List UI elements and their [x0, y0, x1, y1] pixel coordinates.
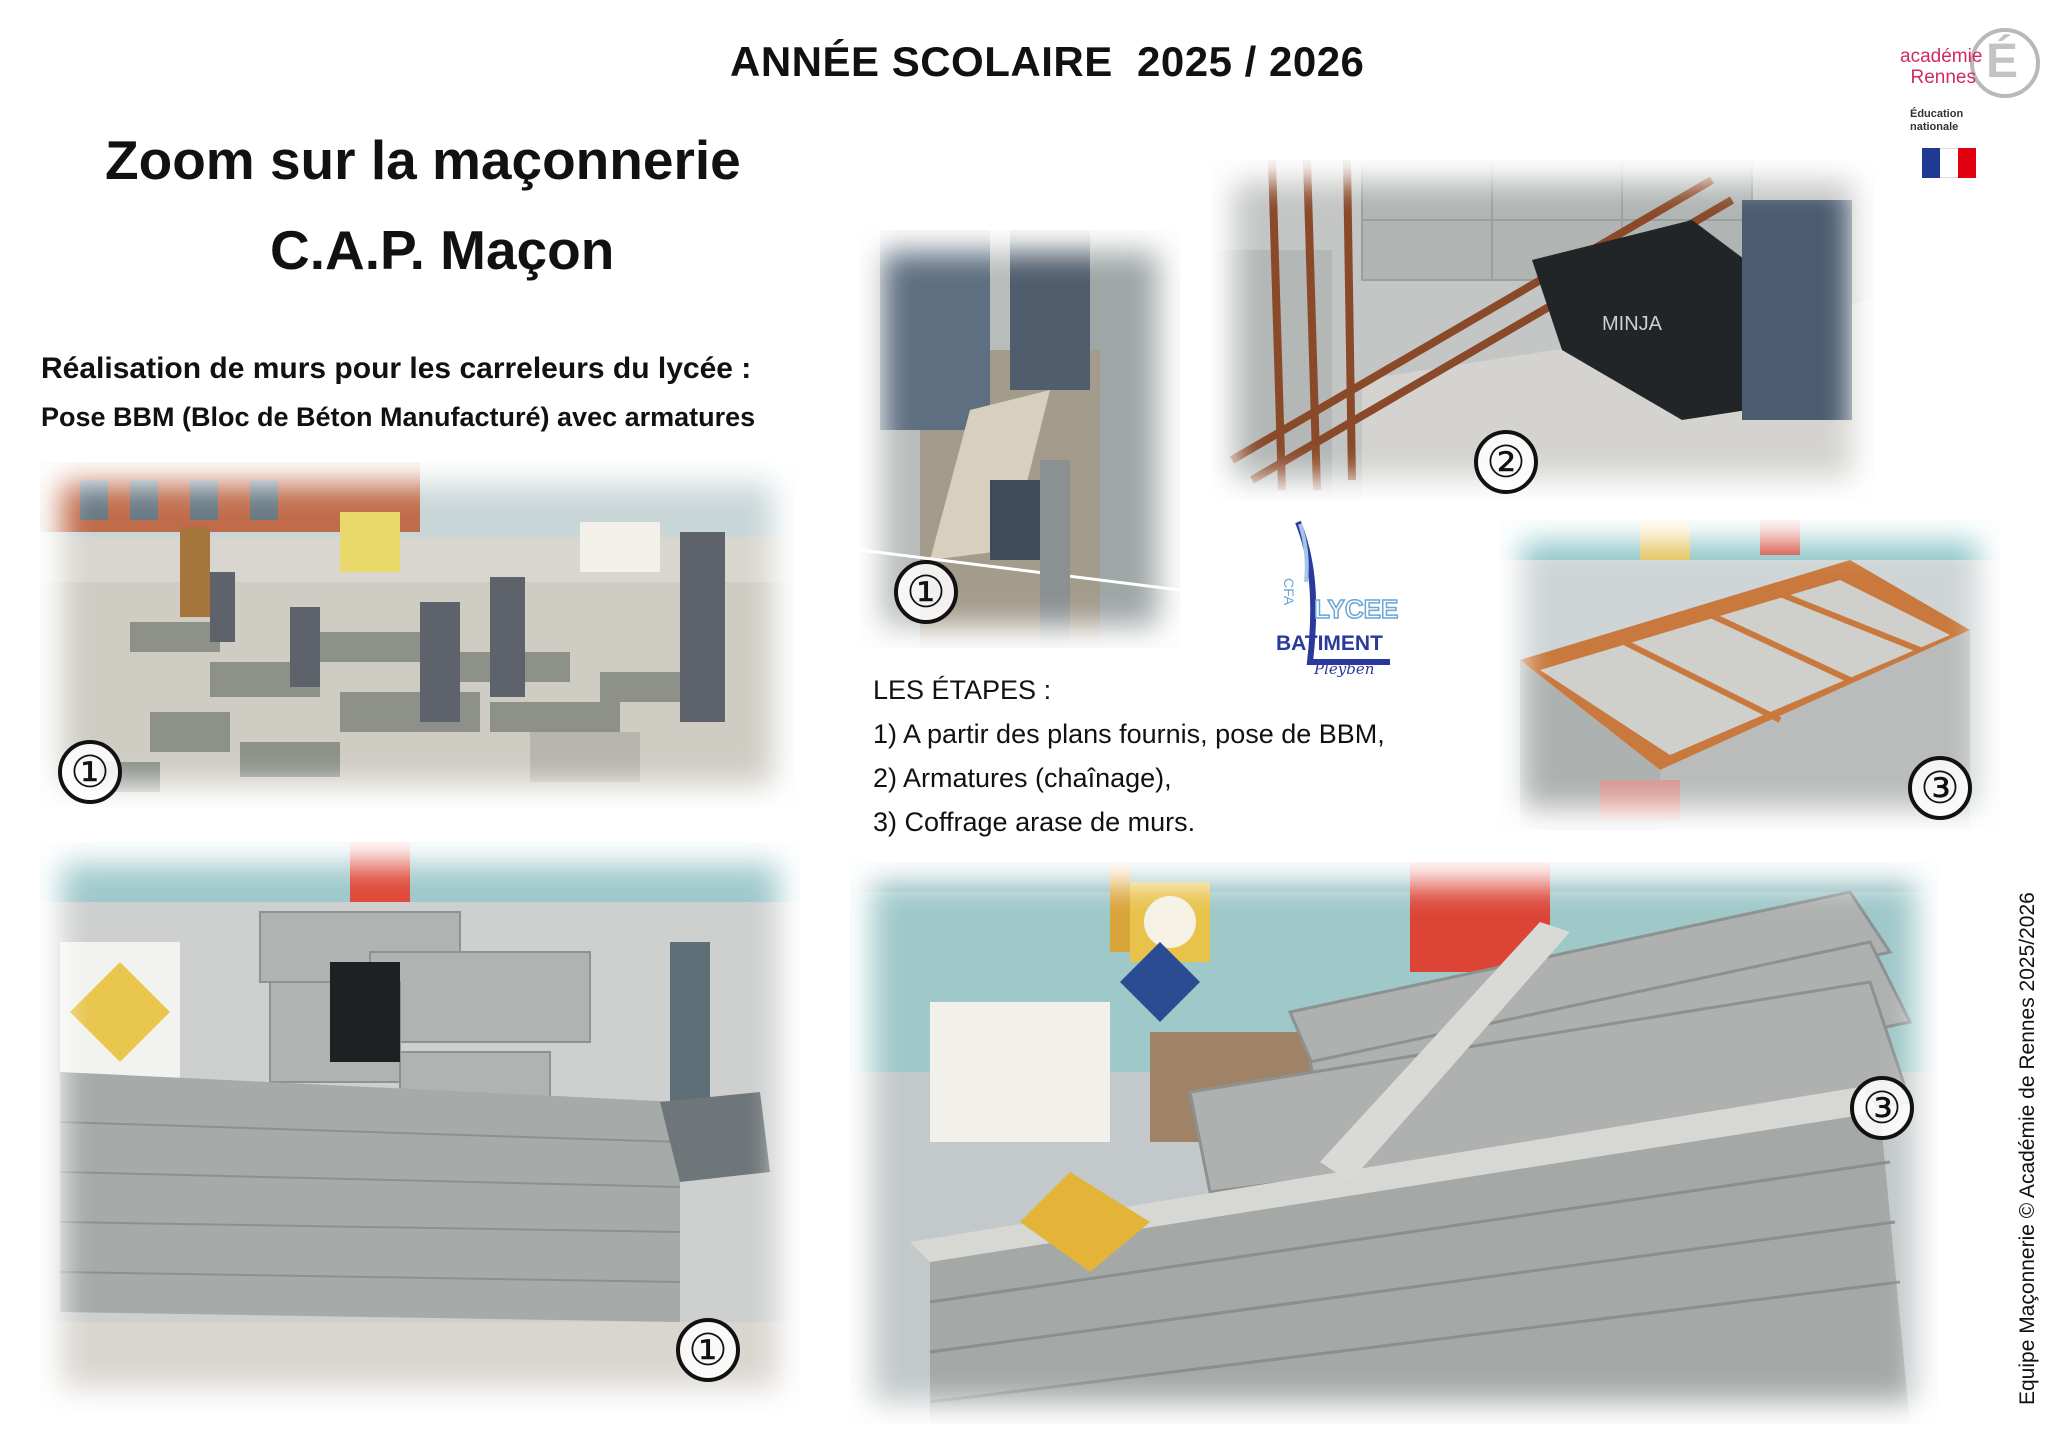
- pleyben-label: Pleyben: [1314, 660, 1375, 678]
- academy-name-line1: académie: [1900, 46, 1983, 67]
- steps-heading: LES ÉTAPES :: [873, 675, 1052, 705]
- photo-trowel-mortar: [860, 230, 1180, 648]
- academy-name: [1900, 46, 1983, 88]
- step-number-badge: ①: [58, 740, 122, 804]
- academy-name-line2: Rennes: [1910, 67, 1976, 88]
- flag-red-stripe: [1958, 148, 1976, 178]
- photo-rebar-tying: [1212, 160, 1874, 500]
- flag-white-stripe: [1940, 148, 1958, 178]
- svg-text:MINJA: MINJA: [1602, 313, 1662, 335]
- page-title: Zoom sur la maçonnerie: [105, 129, 741, 191]
- step-number-badge: ③: [1850, 1076, 1914, 1140]
- e-letter-icon: É: [1986, 35, 2019, 88]
- school-year-heading: ANNÉE SCOLAIRE 2025 / 2026: [730, 38, 1365, 85]
- step-number-badge: ①: [676, 1318, 740, 1382]
- photo-workshop-laying-blocks: [40, 462, 795, 807]
- page-subtitle: C.A.P. Maçon: [270, 219, 615, 281]
- intro-heading: Réalisation de murs pour les carreleurs du lycée :: [41, 352, 752, 385]
- step-2: 2) Armatures (chaînage),: [873, 763, 1172, 793]
- step-3: 3) Coffrage arase de murs.: [873, 807, 1196, 837]
- flag-blue-stripe: [1922, 148, 1940, 178]
- step-number-badge: ①: [894, 560, 958, 624]
- step-number-badge: ②: [1474, 430, 1538, 494]
- lycee-batiment-pleyben-logo: [1270, 512, 1410, 687]
- photo-wall-construction: [40, 842, 800, 1410]
- intro-detail: Pose BBM (Bloc de Béton Manufacturé) avec armatures: [41, 402, 756, 432]
- step-1: 1) A partir des plans fournis, pose de BBM,: [873, 719, 1385, 749]
- academie-rennes-logo: [1900, 14, 2040, 184]
- ministry-name: Éducation nationale: [1910, 108, 1964, 133]
- steps-list: [873, 668, 1385, 844]
- french-flag-icon: [1922, 148, 1976, 178]
- step-number-badge: ③: [1908, 756, 1972, 820]
- lycee-label: LYCEE: [1314, 594, 1399, 624]
- batiment-label: BATIMENT: [1276, 632, 1383, 655]
- school-logo-graphic: [1270, 512, 1410, 687]
- photo-finished-walls: [850, 862, 1938, 1424]
- photo-formwork-top: [1500, 520, 2000, 830]
- copyright-credit: Equipe Maçonnerie © Académie de Rennes 2025/2026: [2016, 892, 2039, 1405]
- cfa-label: CFA: [1281, 578, 1297, 606]
